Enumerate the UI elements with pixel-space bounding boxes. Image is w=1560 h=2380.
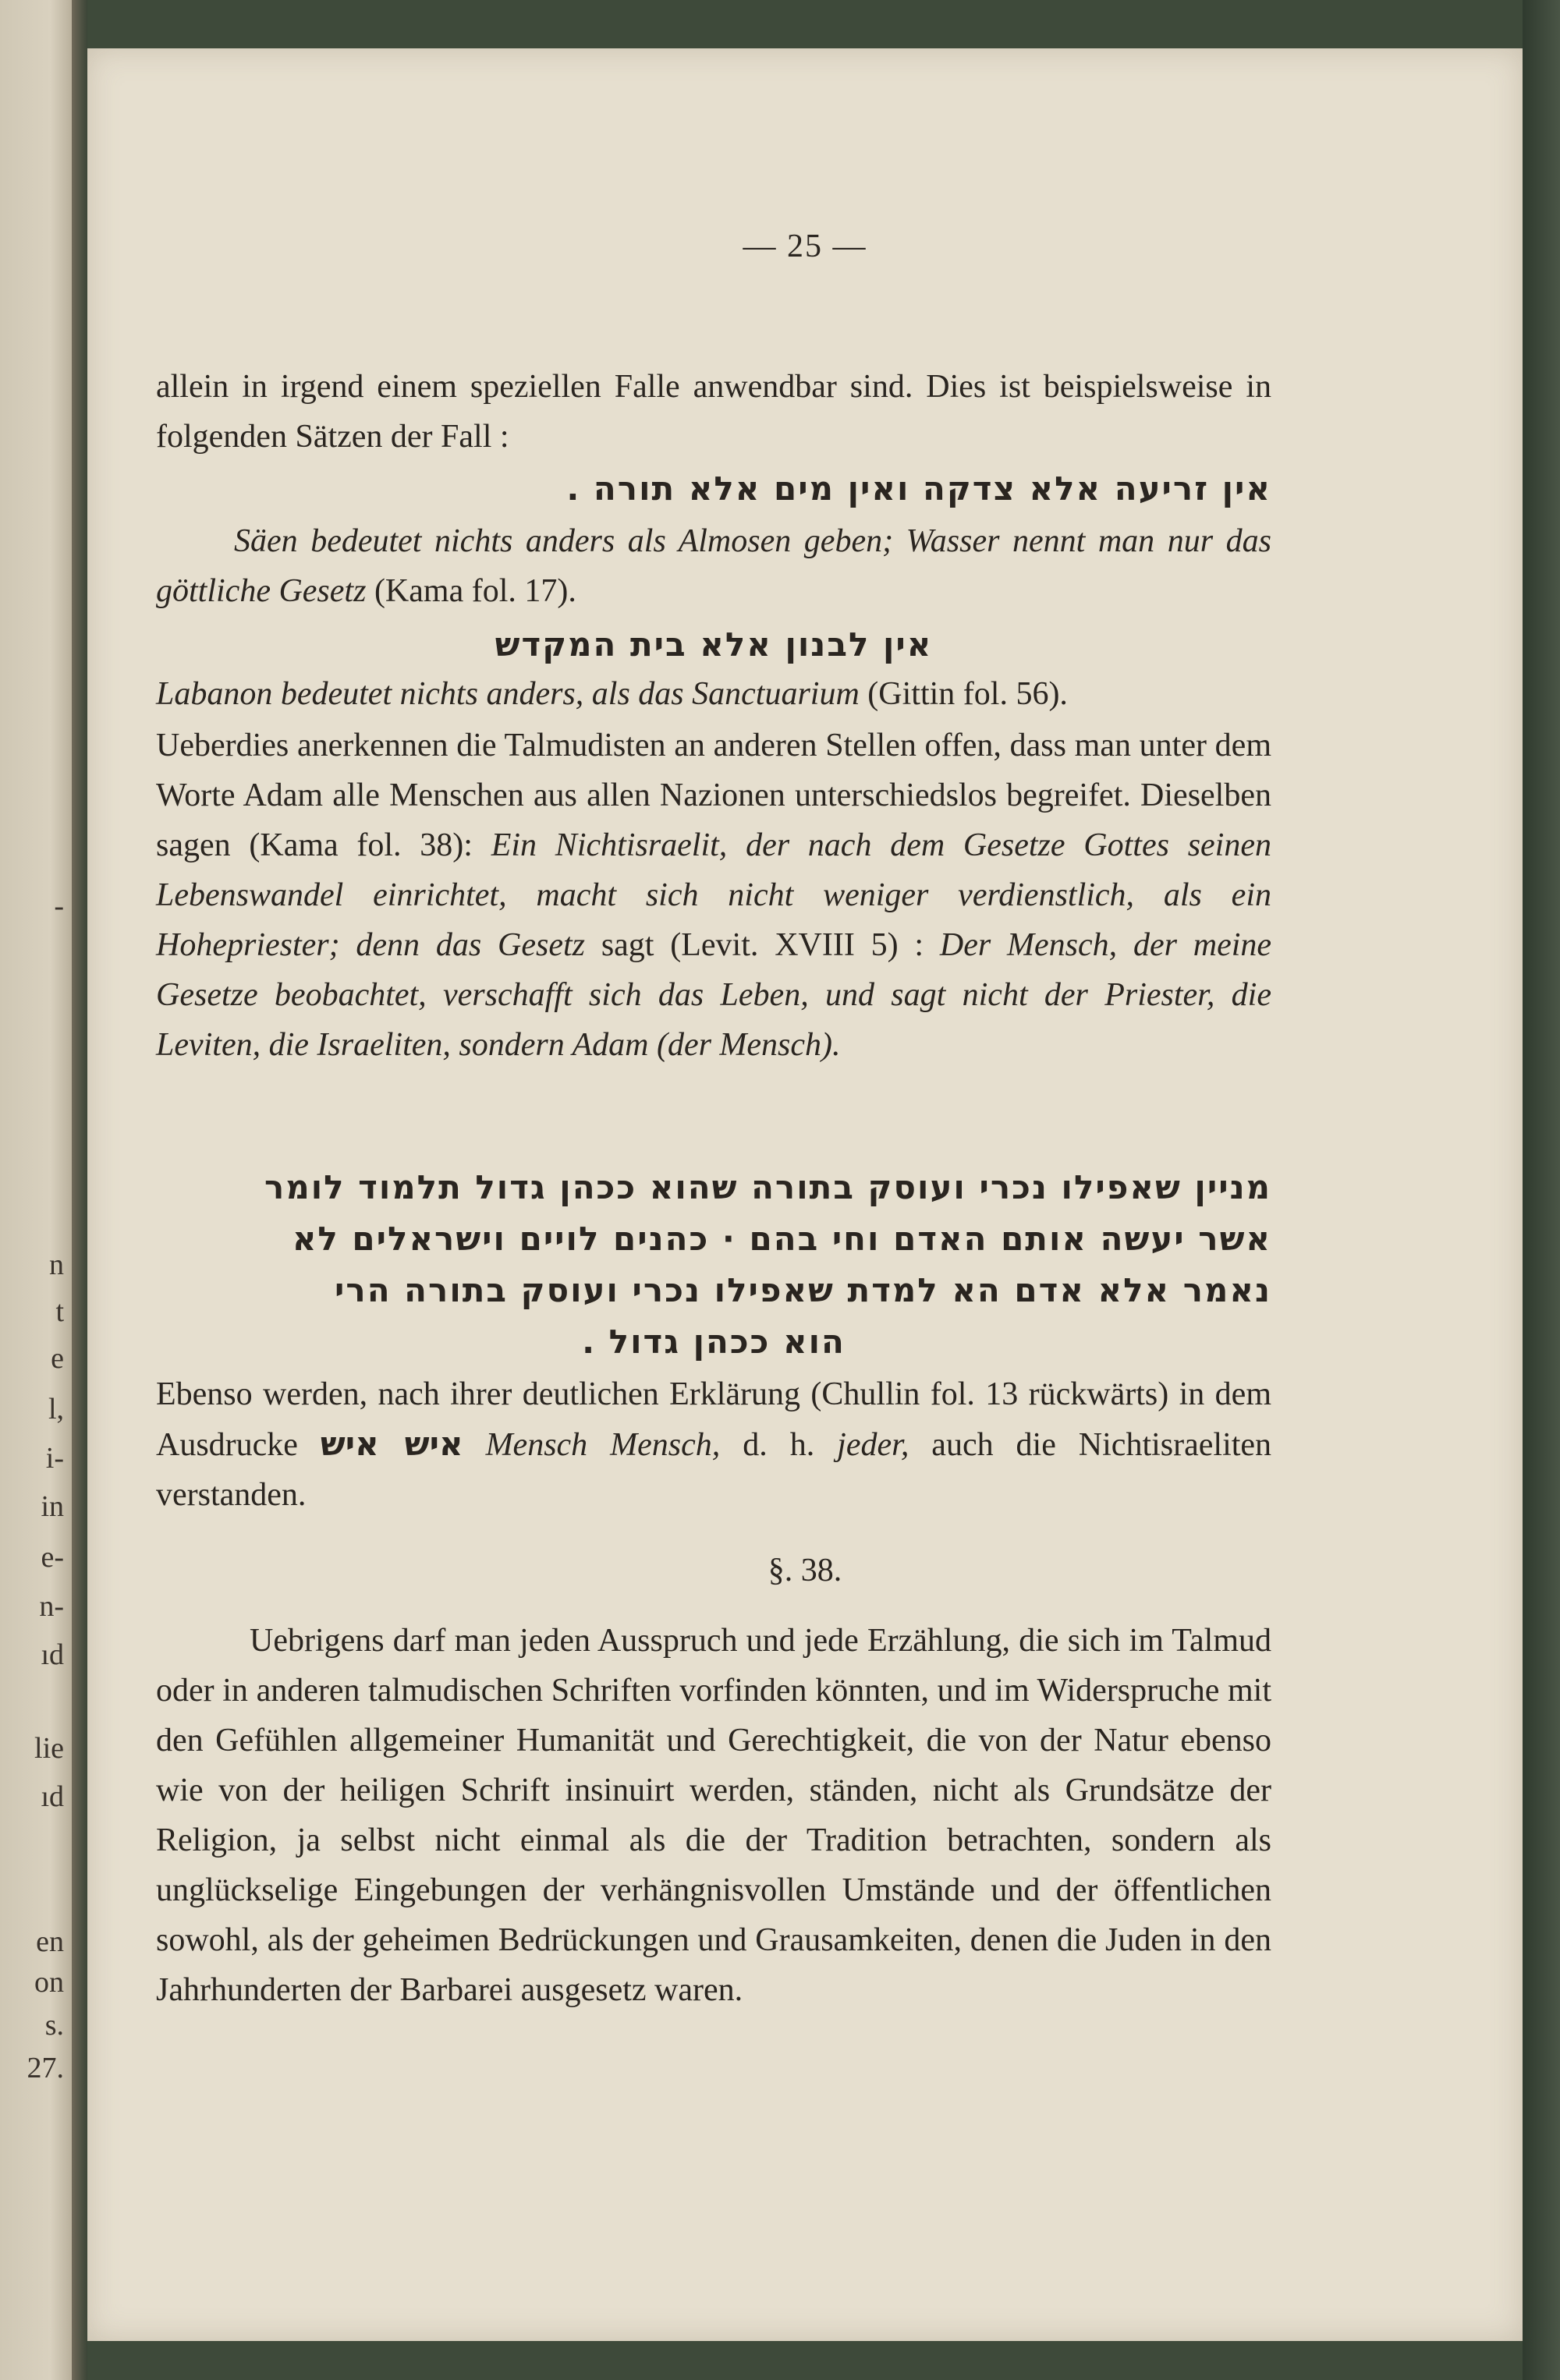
hebrew-quote-3-line: הוא ככהן גדול .	[582, 1323, 846, 1361]
paragraph-ebenso-hebrew: איש איש	[320, 1425, 463, 1463]
margin-fragment: i-	[45, 1442, 64, 1475]
margin-fragment: 27.	[27, 2052, 64, 2084]
margin-fragment: s.	[44, 2009, 64, 2042]
margin-fragment: -	[54, 890, 64, 923]
hebrew-quote-3-line: נאמר אלא אדם הא למדת שאפילו נכרי ועוסק בתורה הרי	[335, 1271, 1271, 1309]
paragraph-adam-italic-a: Ein Nichtisraelit, der nach dem Gesetze Gottes seinen Lebenswandel einrichtet, macht sich nicht weniger verdienstlich, als ein Hohepriester; denn das Gesetz	[156, 827, 1271, 963]
previous-page-edge	[0, 0, 72, 2380]
paragraph-uebrigens: Uebrigens darf man jeden Ausspruch und jede Erzählung, die sich im Talmud oder in anderen talmudischen Schriften vorfinden könnten, und im Widerspruche mit den Gefühlen allgemeiner Humanität und Gerechtigkeit, die von der Natur ebenso wie von der heiligen Schrift insinuirt werden, ständen, nicht als Grundsätze der Religion, ja selbst nicht einmal als die der Tradition betrachten, sondern als unglückselige Eingebungen der verhängnisvollen Umstände und der öffentlichen sowohl, als der geheimen Bedrückungen und Grausamkeiten, denen die Juden in den Jahrhunderten der Barbarei ausgesetz waren.	[156, 1623, 1271, 2008]
margin-fragment: e-	[41, 1541, 64, 1574]
paragraph-adam-text-a: Ueberdies anerkennen die Talmudisten an anderen Stellen offen, dass man unter dem Worte Adam alle Menschen aus allen Nazionen unterschiedslos begreifet. Dieselben sagen (Kama fol. 38):	[156, 728, 1271, 863]
paragraph-adam-text-b: sagt (Levit. XVIII 5) :	[601, 927, 924, 963]
hebrew-quote-1: אין זריעה אלא צדקה ואין מים אלא תורה .	[566, 469, 1271, 508]
paragraph-ebenso	[156, 1369, 1271, 1520]
margin-fragment: t	[55, 1295, 64, 1328]
margin-fragment: e	[51, 1342, 64, 1375]
margin-fragment: n	[49, 1248, 64, 1281]
paragraph-ebenso-italic-b: jeder,	[837, 1427, 909, 1463]
book-cover-edge	[1523, 0, 1560, 2380]
translation-1	[156, 516, 1271, 616]
hebrew-quote-3	[156, 1162, 1271, 1368]
margin-fragment: en	[36, 1925, 64, 1958]
paragraph-adam	[156, 721, 1271, 1070]
hebrew-quote-3-line: אשר יעשה אותם האדם וחי בהם · כהנים לויים וישראלים לא	[292, 1220, 1271, 1258]
margin-fragment: on	[34, 1966, 64, 1999]
book-page	[87, 48, 1523, 2341]
translation-2-source: (Gittin fol. 56).	[867, 676, 1068, 712]
paragraph-ebenso-text-a: Ebenso werden, nach ihrer deutlichen Erklärung (Chullin fol. 13 rückwärts) in dem Ausdrucke	[156, 1376, 1271, 1463]
translation-1-italic: Säen bedeutet nichts anders als Almosen geben; Wasser nennt man nur das göttliche Gesetz	[156, 523, 1271, 609]
margin-fragment: n-	[39, 1590, 64, 1623]
paragraph-adam-italic-b: Der Mensch, der meine Gesetze beobachtet, verschafft sich das Leben, und sagt nicht der Priester, die Leviten, die Israeliten, sondern Adam (der Mensch).	[156, 927, 1272, 1063]
translation-2	[156, 669, 1271, 719]
paragraph-ebenso-text-c: auch die Nichtisraeliten verstanden.	[156, 1427, 1272, 1513]
margin-fragment: in	[41, 1490, 64, 1523]
margin-fragment: ıd	[41, 1780, 64, 1813]
paragraph-ebenso-text-b: d. h.	[743, 1427, 815, 1463]
book-gutter	[72, 0, 87, 2380]
paragraph-ebenso-italic: Mensch Mensch,	[485, 1427, 721, 1463]
section-heading: §. 38.	[768, 1553, 842, 1588]
margin-fragment: lie	[34, 1732, 64, 1765]
hebrew-quote-3-line: מניין שאפילו נכרי ועוסק בתורה שהוא ככהן גדול תלמוד לומר	[264, 1168, 1271, 1206]
margin-fragment: l,	[48, 1393, 64, 1426]
margin-fragment: ıd	[41, 1638, 64, 1671]
hebrew-quote-2: אין לבנון אלא בית המקדש	[495, 625, 933, 664]
translation-2-italic: Labanon bedeutet nichts anders, als das Sanctuarium	[156, 676, 860, 712]
page-number: — 25 —	[743, 228, 867, 264]
intro-paragraph: allein in irgend einem speziellen Falle anwendbar sind. Dies ist beispielsweise in folgenden Sätzen der Fall :	[156, 369, 1271, 455]
translation-1-source: (Kama fol. 17).	[374, 573, 576, 609]
